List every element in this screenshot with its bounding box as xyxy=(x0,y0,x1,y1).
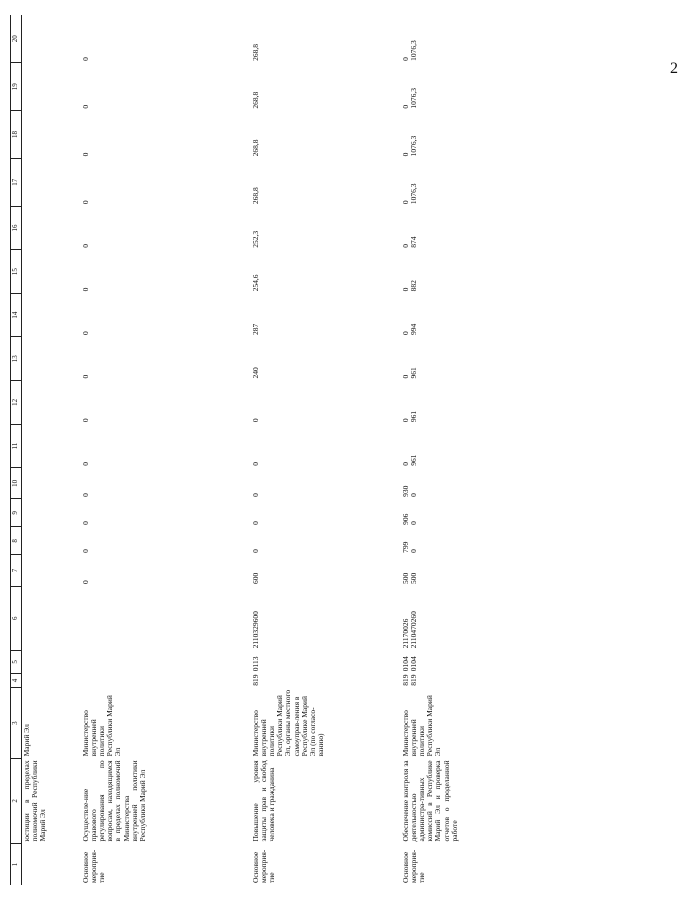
cell-text: 819 xyxy=(409,674,419,686)
cell-col-16 xyxy=(401,206,556,250)
cell-col-6 xyxy=(81,586,251,650)
cell-value: 0 xyxy=(401,200,411,205)
cell-value: 268,8 xyxy=(251,139,261,157)
cell-col-11 xyxy=(21,424,81,468)
cell-col-20 xyxy=(81,15,251,63)
cell-col-2 xyxy=(251,758,401,843)
cell-col-7 xyxy=(81,555,251,586)
cell-value: 961 xyxy=(409,410,419,423)
cell-value: 0 xyxy=(401,244,411,248)
cell-value: 1076,3 xyxy=(409,183,419,205)
cell-col-14 xyxy=(251,293,401,337)
cell-col-3 xyxy=(21,688,81,759)
cell-value: 930 xyxy=(401,485,411,497)
cell-col-10 xyxy=(21,468,81,499)
cell-value: 0 xyxy=(81,200,91,205)
cell-col-12 xyxy=(401,381,556,425)
cell-col-10 xyxy=(251,468,401,499)
table-row xyxy=(21,15,81,885)
cell-value: 961 xyxy=(409,367,419,379)
table-row xyxy=(251,15,401,885)
cell-col-8 xyxy=(21,527,81,555)
cell-col-3 xyxy=(401,688,556,759)
cell-text: Министерство внутренней политики Республики Марий Эл xyxy=(401,695,443,757)
cell-text: 21170026 xyxy=(401,618,411,649)
cell-value: 0 xyxy=(81,244,91,248)
cell-col-17 xyxy=(401,158,556,206)
column-header-10: 10 xyxy=(11,468,22,499)
cell-col-20 xyxy=(21,15,81,63)
cell-value: 0 xyxy=(81,461,91,466)
cell-col-14 xyxy=(401,293,556,337)
cell-col-17 xyxy=(21,158,81,206)
cell-col-12 xyxy=(251,381,401,425)
cell-col-9 xyxy=(401,499,556,527)
cell-value: 0 xyxy=(409,549,419,553)
cell-col-19 xyxy=(401,63,556,111)
column-header-1: 1 xyxy=(11,843,22,885)
cell-value: 1076,3 xyxy=(409,88,419,109)
cell-text: Министерство внутренней политики Республики Марий Эл, органы местного самоуправ-ления в Республике Марий Эл (по согласо-ванию) xyxy=(251,689,325,757)
page-number: 2 xyxy=(670,60,678,77)
cell-col-2 xyxy=(21,758,81,843)
cell-text: 0104 xyxy=(401,656,411,672)
cell-value: 268,8 xyxy=(251,187,261,205)
cell-text: Основное мероприя-тие xyxy=(251,849,277,883)
cell-col-12 xyxy=(21,381,81,425)
cell-value: 874 xyxy=(409,236,419,248)
column-header-14: 14 xyxy=(11,293,22,337)
column-header-12: 12 xyxy=(11,381,22,425)
cell-col-20 xyxy=(401,15,556,63)
cell-text: 2110470260 xyxy=(409,611,419,649)
cell-col-2 xyxy=(401,758,556,843)
cell-col-16 xyxy=(251,206,401,250)
cell-col-16 xyxy=(21,206,81,250)
cell-value: 240 xyxy=(251,367,261,379)
cell-value: 0 xyxy=(401,331,411,335)
cell-col-19 xyxy=(81,63,251,111)
cell-col-8 xyxy=(251,527,401,555)
cell-value: 0 xyxy=(81,331,91,335)
cell-col-4 xyxy=(251,673,401,688)
cell-col-15 xyxy=(251,250,401,294)
cell-text: 500 xyxy=(409,572,419,585)
cell-value: 961 xyxy=(409,454,419,466)
column-header-5: 5 xyxy=(11,650,22,673)
cell-col-4 xyxy=(21,673,81,688)
cell-col-13 xyxy=(81,337,251,381)
cell-value: 0 xyxy=(81,418,91,423)
cell-value: 0 xyxy=(401,152,411,157)
cell-text: 600 xyxy=(251,572,261,585)
cell-col-14 xyxy=(21,293,81,337)
cell-text: 0 xyxy=(81,580,91,585)
cell-col-4 xyxy=(401,673,556,688)
cell-col-11 xyxy=(251,424,401,468)
cell-text: Министерство внутренней политики Республики Марий Эл xyxy=(81,695,123,757)
cell-text: 819 xyxy=(251,674,261,686)
cell-text: 0113 xyxy=(251,656,261,672)
header-row xyxy=(11,15,22,885)
column-header-13: 13 xyxy=(11,337,22,381)
cell-col-11 xyxy=(401,424,556,468)
cell-value: 0 xyxy=(81,374,91,379)
column-header-17: 17 xyxy=(11,158,22,206)
cell-value: 0 xyxy=(251,461,261,466)
cell-col-9 xyxy=(251,499,401,527)
cell-value: 0 xyxy=(81,521,91,525)
column-header-3: 3 xyxy=(11,688,22,759)
cell-col-14 xyxy=(81,293,251,337)
cell-col-4 xyxy=(81,673,251,688)
cell-col-7 xyxy=(401,555,556,586)
cell-value: 0 xyxy=(401,374,411,379)
cell-value: 0 xyxy=(81,549,91,553)
cell-value: 0 xyxy=(81,287,91,292)
cell-col-8 xyxy=(401,527,556,555)
column-header-20: 20 xyxy=(11,15,22,63)
cell-col-9 xyxy=(21,499,81,527)
column-header-11: 11 xyxy=(11,424,22,468)
cell-value: 0 xyxy=(409,493,419,497)
cell-value: 0 xyxy=(409,521,419,525)
cell-value: 0 xyxy=(401,461,411,466)
cell-col-11 xyxy=(81,424,251,468)
cell-col-19 xyxy=(251,63,401,111)
rotated-table-page xyxy=(10,15,630,885)
cell-col-15 xyxy=(21,250,81,294)
cell-col-3 xyxy=(81,688,251,759)
cell-value: 0 xyxy=(81,152,91,157)
cell-col-5 xyxy=(251,650,401,673)
cell-col-2 xyxy=(81,758,251,843)
cell-col-3 xyxy=(251,688,401,759)
budget-table xyxy=(10,15,556,885)
cell-col-1 xyxy=(21,843,81,885)
column-header-15: 15 xyxy=(11,250,22,294)
cell-col-10 xyxy=(401,468,556,499)
cell-value: 0 xyxy=(81,57,91,61)
cell-col-13 xyxy=(21,337,81,381)
cell-col-17 xyxy=(251,158,401,206)
cell-col-13 xyxy=(401,337,556,381)
cell-value: 0 xyxy=(401,418,411,423)
cell-value: 0 xyxy=(401,287,411,292)
cell-text: Марий Эл xyxy=(21,724,31,757)
column-header-16: 16 xyxy=(11,206,22,250)
column-header-4: 4 xyxy=(11,673,22,688)
cell-value: 252,3 xyxy=(251,230,261,248)
cell-col-15 xyxy=(401,250,556,294)
cell-value: 254,6 xyxy=(251,274,261,292)
cell-text: Основное мероприя-тие xyxy=(401,849,427,883)
column-header-8: 8 xyxy=(11,527,22,555)
cell-col-7 xyxy=(21,555,81,586)
cell-text: 819 xyxy=(401,674,411,686)
cell-col-1 xyxy=(401,843,556,885)
cell-value: 1076,3 xyxy=(409,40,419,61)
cell-value: 268,8 xyxy=(251,91,261,109)
cell-value: 268,8 xyxy=(251,44,261,61)
cell-col-18 xyxy=(401,111,556,159)
column-header-18: 18 xyxy=(11,111,22,159)
column-header-2: 2 xyxy=(11,758,22,843)
cell-col-15 xyxy=(81,250,251,294)
column-header-7: 7 xyxy=(11,555,22,586)
column-header-9: 9 xyxy=(11,499,22,527)
cell-text: 0104 xyxy=(409,656,419,672)
cell-value: 994 xyxy=(409,323,419,335)
cell-col-6 xyxy=(401,586,556,650)
cell-value: 1076,3 xyxy=(409,135,419,157)
cell-text: Основное мероприя-тие xyxy=(81,849,107,883)
cell-text: Осуществле-ние правового регулирования по вопросам, находящимся в пределах полномочий Министерства внутренней политики Республики Марий Эл xyxy=(81,760,147,842)
cell-col-6 xyxy=(21,586,81,650)
cell-col-18 xyxy=(81,111,251,159)
cell-value: 287 xyxy=(251,323,261,335)
cell-text: Обеспечение контроля за деятельностью администра-тивных комиссий в Республике Марий Эл и проверка отчетов о проделанной работе xyxy=(401,760,459,842)
table-row xyxy=(401,15,556,885)
cell-value: 0 xyxy=(401,57,411,61)
cell-text: Повышение уровня защиты прав и свобод человека и гражданина xyxy=(251,760,277,842)
cell-col-20 xyxy=(251,15,401,63)
cell-col-9 xyxy=(81,499,251,527)
cell-value: 0 xyxy=(251,549,261,553)
cell-col-5 xyxy=(81,650,251,673)
cell-value: 0 xyxy=(251,418,261,423)
cell-col-10 xyxy=(81,468,251,499)
cell-text: юстиции в пределах полномочий Республики Марий Эл xyxy=(21,760,47,842)
cell-value: 0 xyxy=(81,493,91,497)
cell-text: 500 xyxy=(401,572,411,585)
cell-col-8 xyxy=(81,527,251,555)
column-header-19: 19 xyxy=(11,63,22,111)
cell-col-5 xyxy=(401,650,556,673)
cell-col-1 xyxy=(81,843,251,885)
cell-value: 906 xyxy=(401,513,411,525)
cell-value: 882 xyxy=(409,280,419,292)
cell-col-1 xyxy=(251,843,401,885)
column-header-6: 6 xyxy=(11,586,22,650)
table-row xyxy=(81,15,251,885)
cell-col-16 xyxy=(81,206,251,250)
cell-col-13 xyxy=(251,337,401,381)
cell-value: 0 xyxy=(251,493,261,497)
cell-value: 0 xyxy=(81,104,91,109)
cell-col-5 xyxy=(21,650,81,673)
cell-col-7 xyxy=(251,555,401,586)
cell-value: 799 xyxy=(401,541,411,553)
cell-col-18 xyxy=(251,111,401,159)
cell-value: 0 xyxy=(401,104,411,109)
cell-col-17 xyxy=(81,158,251,206)
cell-col-6 xyxy=(251,586,401,650)
cell-text: 2110329600 xyxy=(251,611,261,649)
cell-col-18 xyxy=(21,111,81,159)
cell-value: 0 xyxy=(251,521,261,525)
cell-col-19 xyxy=(21,63,81,111)
cell-col-12 xyxy=(81,381,251,425)
